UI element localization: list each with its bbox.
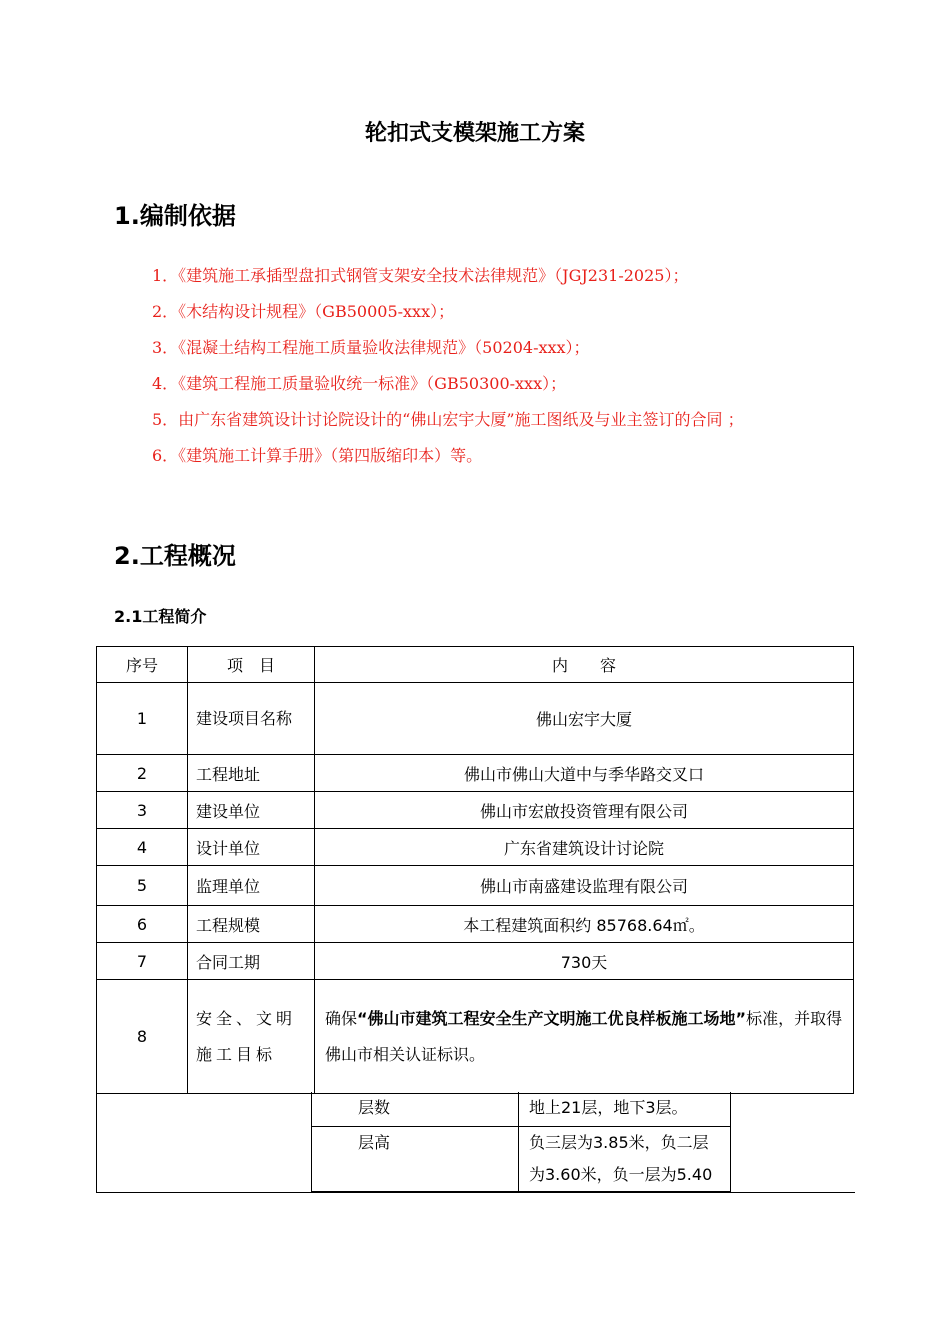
- goal-prefix: 确保: [325, 1008, 358, 1028]
- row-value: 负三层为3.85米，负二层为3.60米，负一层为5.40: [519, 1126, 731, 1191]
- document-title: 轮扣式支模架施工方案: [364, 121, 585, 146]
- row-content: 730天: [315, 943, 854, 980]
- table-row: [97, 980, 854, 1094]
- row-value: 地上21层，地下3层。: [519, 1092, 731, 1126]
- section-heading-overview: 2.工程概况: [114, 542, 236, 570]
- row-label: 层数: [312, 1092, 519, 1126]
- row-item: 工程地址: [188, 755, 315, 792]
- header-no: 序号: [97, 647, 188, 683]
- table-row: [97, 755, 854, 792]
- row-content: 本工程建筑面积约 85768.64㎡。: [315, 906, 854, 943]
- subsection-heading: 2.1工程简介: [114, 607, 207, 626]
- reference-item: 6．《建筑施工计算手册》（第四版缩印本）等。: [152, 446, 483, 465]
- table-row: [97, 792, 854, 829]
- row-label: 层高: [312, 1126, 519, 1191]
- table-row: [97, 866, 854, 906]
- row-item: 安全、文明施工目标: [188, 980, 315, 1094]
- row-content: 佛山宏宇大厦: [315, 683, 854, 755]
- table-header-row: [97, 647, 854, 683]
- header-item: 项 目: [188, 647, 315, 683]
- row-no: 6: [97, 906, 188, 943]
- table-row: [97, 829, 854, 866]
- row-item: 合同工期: [188, 943, 315, 980]
- project-info-table: [96, 646, 854, 1094]
- row-content: 佛山市宏啟投资管理有限公司: [315, 792, 854, 829]
- table-row: [97, 943, 854, 980]
- table-row: [312, 1092, 731, 1126]
- reference-item: 5．由广东省建筑设计讨论院设计的“佛山宏宇大厦”施工图纸及与业主签订的合同 ；: [152, 410, 744, 429]
- row-item: 设计单位: [188, 829, 315, 866]
- table-row: [312, 1126, 731, 1191]
- reference-item: 1．《建筑施工承插型盘扣式钢管支架安全技术法律规范》（JGJ231-2025）；: [152, 266, 689, 285]
- row-item: 建设单位: [188, 792, 315, 829]
- table-row: [97, 683, 854, 755]
- row-content: [315, 980, 854, 1094]
- row-no: 5: [97, 866, 188, 906]
- section-heading-basis: 1.编制依据: [114, 202, 236, 230]
- row-item: 工程规模: [188, 906, 315, 943]
- table-row: [97, 906, 854, 943]
- header-content: 内 容: [315, 647, 854, 683]
- building-info-block: [96, 1092, 855, 1193]
- reference-item: 3．《混凝土结构工程施工质量验收法律规范》（50204-xxx）；: [152, 338, 590, 357]
- row-no: 2: [97, 755, 188, 792]
- row-content: 佛山市佛山大道中与季华路交叉口: [315, 755, 854, 792]
- row-content: 佛山市南盛建设监理有限公司: [315, 866, 854, 906]
- row-no: 1: [97, 683, 188, 755]
- row-no: 4: [97, 829, 188, 866]
- goal-suffix: 标准，并取得佛山市相关认证标识。: [325, 1008, 843, 1064]
- row-content: 广东省建筑设计讨论院: [315, 829, 854, 866]
- reference-list: [114, 258, 854, 474]
- goal-bold: “佛山市建筑工程安全生产文明施工优良样板施工场地”: [357, 1008, 747, 1028]
- row-no: 8: [97, 980, 188, 1094]
- row-item: 建设项目名称: [188, 683, 315, 755]
- row-item: 监理单位: [188, 866, 315, 906]
- reference-item: 4．《建筑工程施工质量验收统一标准》（GB50300-xxx）；: [152, 374, 567, 393]
- building-info-table: [311, 1092, 731, 1192]
- row-no: 3: [97, 792, 188, 829]
- reference-item: 2．《木结构设计规程》（GB50005-xxx）；: [152, 302, 455, 321]
- row-no: 7: [97, 943, 188, 980]
